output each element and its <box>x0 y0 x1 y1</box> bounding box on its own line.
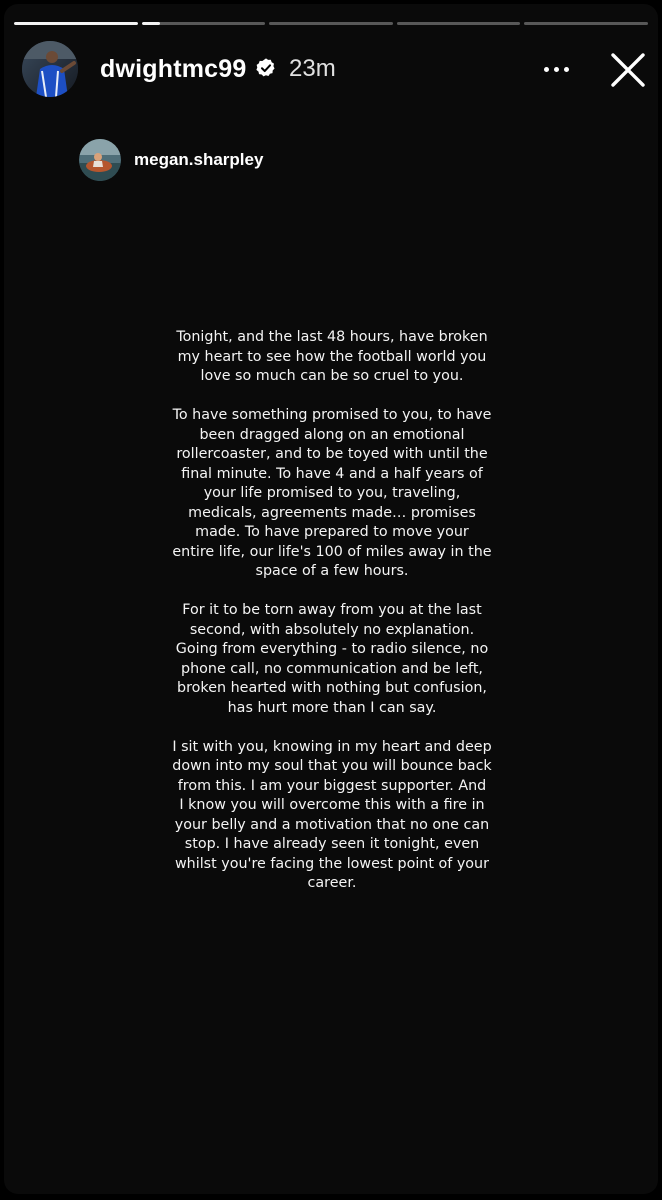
close-icon[interactable] <box>608 50 648 90</box>
story-username[interactable]: dwightmc99 <box>100 55 247 83</box>
progress-fill <box>142 22 161 25</box>
avatar[interactable] <box>22 41 78 97</box>
progress-segment-2 <box>142 22 266 25</box>
story-paragraph: Tonight, and the last 48 hours, have broken my heart to see how the football world you love so much can be so cruel to you. <box>176 329 488 384</box>
story-paragraph: To have something promised to you, to have been dragged along on an emotional rollercoaster, and to be toyed with until the final minute. To have 4 and a half years of your life promised to you, traveling, medicals, agreements made… promises made. To have prepared to move your entire life, our life's 100 of miles away in the space of a few hours. <box>172 407 492 579</box>
more-horizontal-icon <box>564 67 569 72</box>
progress-segment-4 <box>397 22 521 25</box>
story-timestamp: 23m <box>289 55 336 82</box>
progress-segment-3 <box>269 22 393 25</box>
reshared-username[interactable]: megan.sharpley <box>134 150 264 169</box>
profile-photo-icon <box>22 41 78 97</box>
more-horizontal-icon <box>544 67 549 72</box>
profile-photo-icon <box>79 139 121 181</box>
story-paragraph: I sit with you, knowing in my heart and deep down into my soul that you will bounce back from this. I am your biggest supporter. And I know you will overcome this with a fire in your belly and a motivation that no one can stop. I have already seen it tonight, even whilst you're facing the lowest point of your career. <box>172 738 492 891</box>
avatar[interactable] <box>79 139 121 181</box>
verified-badge-icon <box>255 57 277 79</box>
story-progress-bar <box>14 22 648 26</box>
story-header <box>20 40 650 98</box>
progress-segment-5 <box>524 22 648 25</box>
progress-fill <box>14 22 138 25</box>
story-paragraph: For it to be torn away from you at the last second, with absolutely no explanation. Going from everything - to radio silence, no phone call, no communication and be left, broken hearted with nothing but confusion, has hurt more than I can say. <box>175 602 489 716</box>
progress-segment-1 <box>14 22 138 25</box>
more-horizontal-icon <box>554 67 559 72</box>
more-options-button[interactable] <box>538 56 574 82</box>
story-text-body <box>150 328 514 913</box>
